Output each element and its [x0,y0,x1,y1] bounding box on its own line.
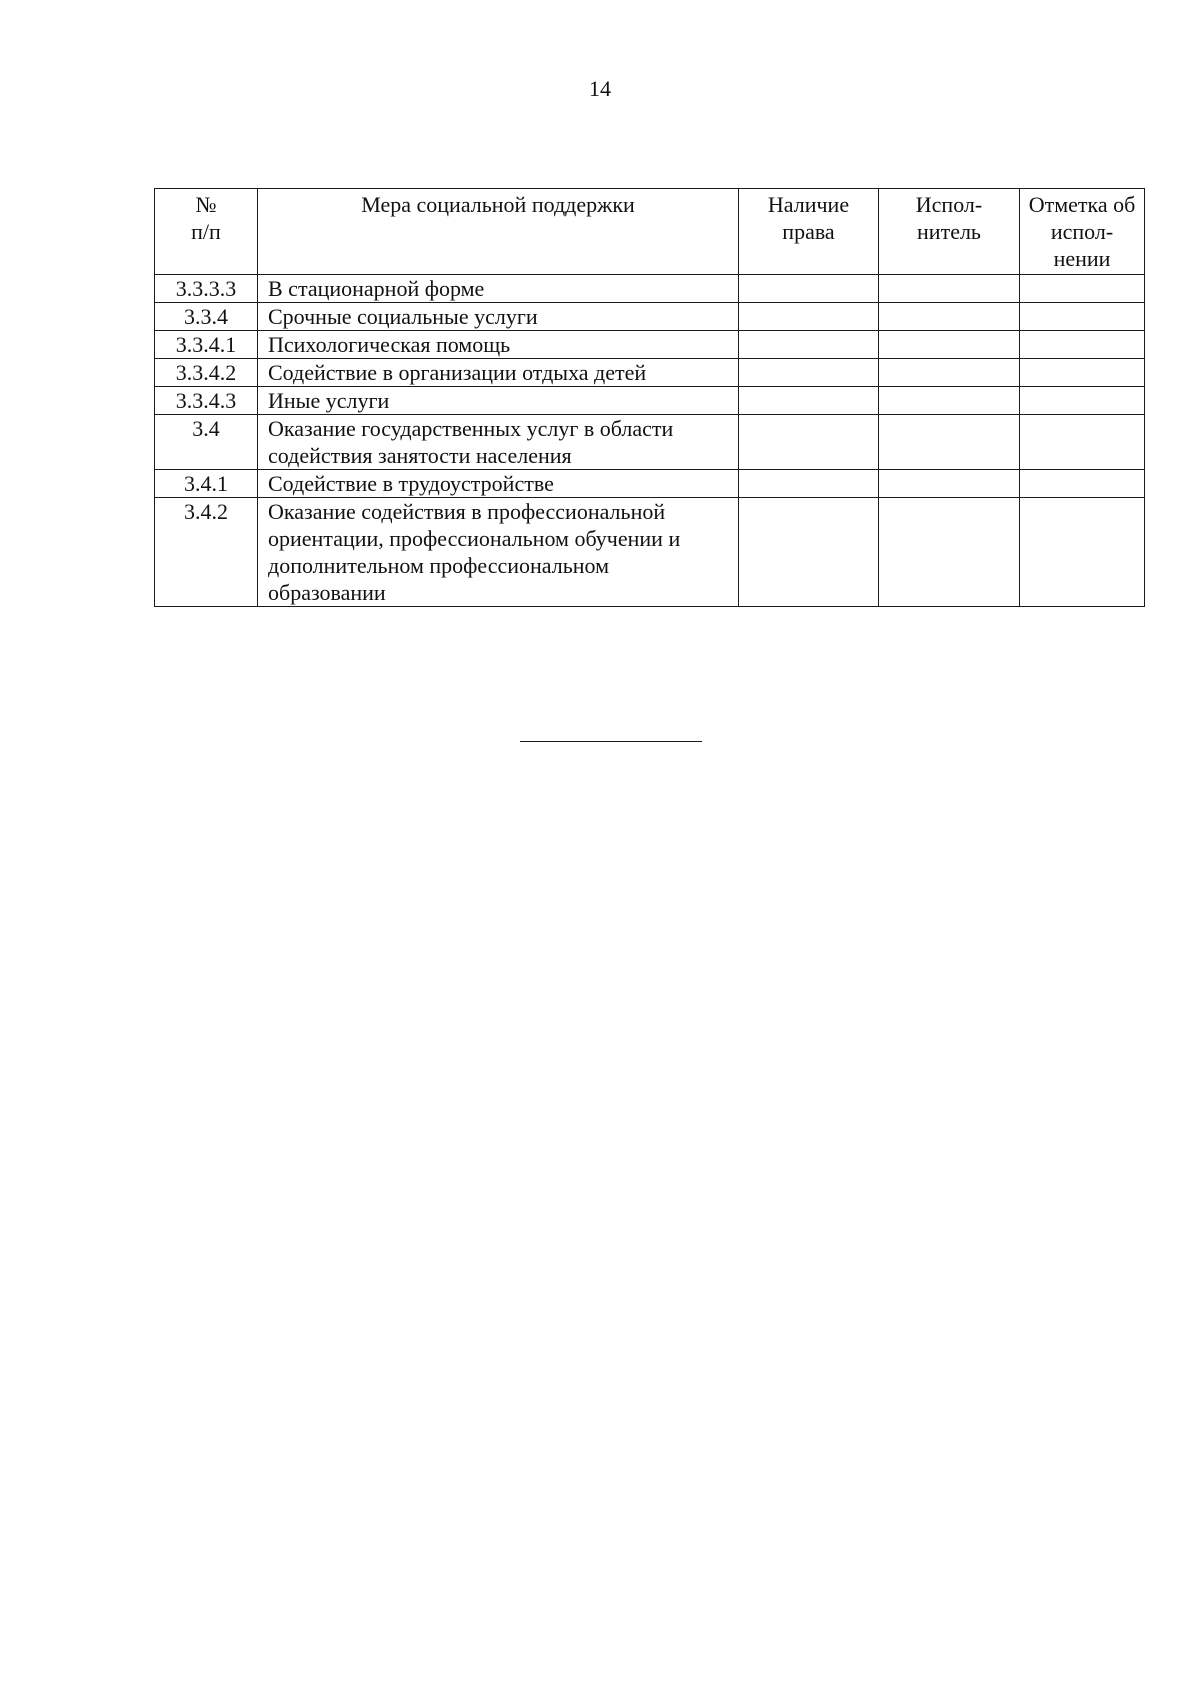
row-executor-cell [879,387,1020,415]
row-mark-cell [1020,331,1145,359]
table-row [155,303,1145,331]
table-row [155,331,1145,359]
table-header-row [155,189,1145,275]
row-right-cell [739,275,879,303]
end-of-table-rule [520,741,702,742]
row-mark-cell [1020,415,1145,470]
row-number: 3.3.4 [155,303,258,331]
row-number: 3.3.3.3 [155,275,258,303]
row-measure: Оказание государственных услуг в области содействия занятости населения [258,415,739,470]
header-right-line2: права [782,219,835,244]
page-number: 14 [589,76,611,101]
header-execution-mark [1020,189,1145,275]
row-right-cell [739,470,879,498]
header-number-line1: № [195,192,217,217]
row-right-cell [739,303,879,331]
table-row [155,387,1145,415]
row-number: 3.3.4.2 [155,359,258,387]
row-executor-cell [879,359,1020,387]
row-measure: Содействие в организации отдыха детей [258,359,739,387]
row-executor-cell [879,415,1020,470]
row-measure: Психологическая помощь [258,331,739,359]
header-right [739,189,879,275]
header-number [155,189,258,275]
row-mark-cell [1020,303,1145,331]
header-measure [258,189,739,275]
header-mark-line2: испол- [1050,219,1114,244]
row-right-cell [739,331,879,359]
header-executor [879,189,1020,275]
row-mark-cell [1020,275,1145,303]
row-number: 3.4.1 [155,470,258,498]
row-executor-cell [879,275,1020,303]
row-executor-cell [879,470,1020,498]
table-row [155,359,1145,387]
row-number: 3.4.2 [155,498,258,607]
row-executor-cell [879,303,1020,331]
row-mark-cell [1020,359,1145,387]
header-mark-line1: Отметка об [1028,192,1136,217]
row-executor-cell [879,331,1020,359]
row-measure: Оказание содействия в профессиональной ориентации, профессиональном обучении и дополнительном профессиональном образовании [258,498,739,607]
row-measure: Иные услуги [258,387,739,415]
table-row [155,275,1145,303]
social-support-table [154,188,1145,607]
row-number: 3.3.4.1 [155,331,258,359]
row-right-cell [739,359,879,387]
row-number: 3.4 [155,415,258,470]
header-right-line1: Наличие [767,192,850,217]
row-number: 3.3.4.3 [155,387,258,415]
table-row [155,498,1145,607]
row-right-cell [739,498,879,607]
row-measure: В стационарной форме [258,275,739,303]
row-mark-cell [1020,387,1145,415]
row-right-cell [739,415,879,470]
header-number-line2: п/п [191,219,221,244]
row-mark-cell [1020,498,1145,607]
header-executor-line1: Испол- [915,192,983,217]
row-right-cell [739,387,879,415]
header-executor-line2: нитель [917,219,981,244]
table-row [155,470,1145,498]
row-measure: Содействие в трудоустройстве [258,470,739,498]
row-mark-cell [1020,470,1145,498]
row-measure: Срочные социальные услуги [258,303,739,331]
row-executor-cell [879,498,1020,607]
header-measure-label: Мера социальной поддержки [361,192,635,217]
table-row [155,415,1145,470]
header-mark-line3: нении [1053,246,1111,271]
